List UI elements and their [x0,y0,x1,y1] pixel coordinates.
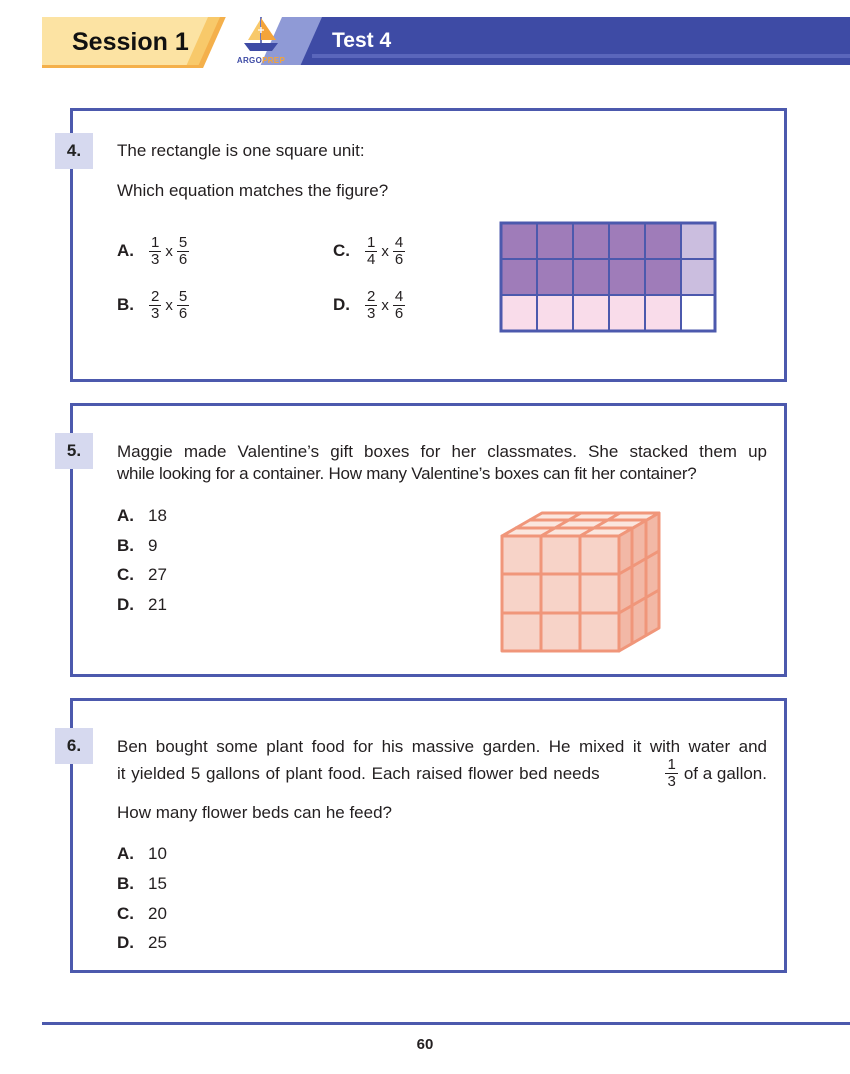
option-a[interactable] [117,839,167,869]
multiply-sign: x [165,242,173,260]
option-d[interactable] [333,287,406,322]
logo-word-argo: ARGO [236,56,263,65]
option-value: 27 [148,565,167,584]
area-cell [501,259,537,295]
multiply-sign: x [381,242,389,260]
option-b[interactable] [117,869,167,899]
numerator: 2 [151,287,160,305]
question-number: 6. [55,728,93,764]
numerator: 1 [367,233,376,251]
area-cell [645,223,681,259]
question-prompt: Maggie made Valentine’s gift boxes for her classmates. She stacked them up [117,442,767,461]
denominator: 3 [151,250,160,268]
denominator: 6 [394,304,404,322]
option-value: 9 [148,536,158,555]
fraction [177,235,189,268]
session-title: Session 1 [72,28,189,56]
option-letter: A. [117,844,134,863]
header-test-band-stripe [312,54,850,58]
argoprep-logo [226,14,296,68]
question-prompt: The rectangle is one square unit: [117,141,365,160]
option-letter: C. [117,565,134,584]
option-c[interactable] [117,560,167,590]
fraction [665,757,677,790]
option-a[interactable] [117,233,190,268]
stacked-boxes-cube [497,510,667,660]
option-letter: A. [117,241,134,260]
numerator: 4 [394,233,404,251]
denominator: 6 [178,250,188,268]
footer-rule [42,1022,850,1025]
option-a[interactable] [117,501,167,531]
question-4 [66,108,787,382]
option-letter: B. [117,536,134,555]
option-c[interactable] [333,233,406,268]
numerator: 1 [151,233,160,251]
area-cell [537,223,573,259]
option-value: 21 [148,595,167,614]
denominator: 3 [367,304,376,322]
option-value: 15 [148,874,167,893]
header-underline [42,65,218,68]
question-prompt: How many flower beds can he feed? [117,803,392,822]
area-cell [609,223,645,259]
fraction [393,235,405,268]
test-title: Test 4 [332,29,392,52]
area-cell [609,259,645,295]
area-cell [609,295,645,331]
denominator: 4 [367,250,376,268]
option-letter: D. [117,595,134,614]
fraction [365,235,377,268]
area-cell [573,223,609,259]
fraction [365,289,377,322]
fraction [149,235,161,268]
option-letter: A. [117,506,134,525]
numerator: 2 [367,287,376,305]
option-letter: C. [333,241,350,260]
area-model-figure [499,221,717,333]
fraction [177,289,189,322]
area-cell [501,223,537,259]
option-d[interactable] [117,928,167,958]
logo-wordmark [226,56,296,65]
numerator: 1 [667,756,676,773]
denominator: 6 [178,304,188,322]
question-5 [66,403,787,677]
area-cell [537,295,573,331]
page-number: 60 [416,1036,434,1053]
question-prompt: of a gallon. [683,763,767,783]
area-cell [681,223,715,259]
option-letter: B. [117,874,134,893]
numerator: 5 [178,233,188,251]
option-value: 18 [148,506,167,525]
question-prompt: while looking for a container. How many Valentine’s boxes can fit her container? [117,464,697,483]
option-value: 20 [148,904,167,923]
area-cell [537,259,573,295]
option-letter: D. [117,933,134,952]
area-cell [645,295,681,331]
area-cell [681,259,715,295]
question-prompt: it yielded 5 gallons of plant food. Each raised flower bed needs [117,763,600,783]
area-cell [645,259,681,295]
denominator: 6 [394,250,404,268]
option-value: 10 [148,844,167,863]
denominator: 3 [151,304,160,322]
option-d[interactable] [117,590,167,620]
option-b[interactable] [117,531,157,561]
fraction-group [659,757,767,790]
area-cell [681,295,715,331]
option-c[interactable] [117,899,167,929]
numerator: 4 [394,287,404,305]
area-cell [573,259,609,295]
option-value: 25 [148,933,167,952]
numerator: 5 [178,287,188,305]
question-number: 5. [55,433,93,469]
multiply-sign: x [165,296,173,314]
fraction [393,289,405,322]
fraction [149,289,161,322]
option-letter: C. [117,904,134,923]
area-cell [501,295,537,331]
option-letter: B. [117,295,134,314]
logo-word-prep: PREP [262,56,286,65]
question-prompt: Ben bought some plant food for his massive garden. He mixed it with water and [117,737,767,756]
question-prompt: Which equation matches the figure? [117,181,389,200]
area-cell [573,295,609,331]
option-b[interactable] [117,287,190,322]
sailboat-icon [226,14,296,56]
denominator: 3 [667,773,676,790]
question-number: 4. [55,133,93,169]
multiply-sign: x [381,296,389,314]
question-6 [66,698,787,973]
question-prompt-with-fraction [117,757,767,790]
option-letter: D. [333,295,350,314]
